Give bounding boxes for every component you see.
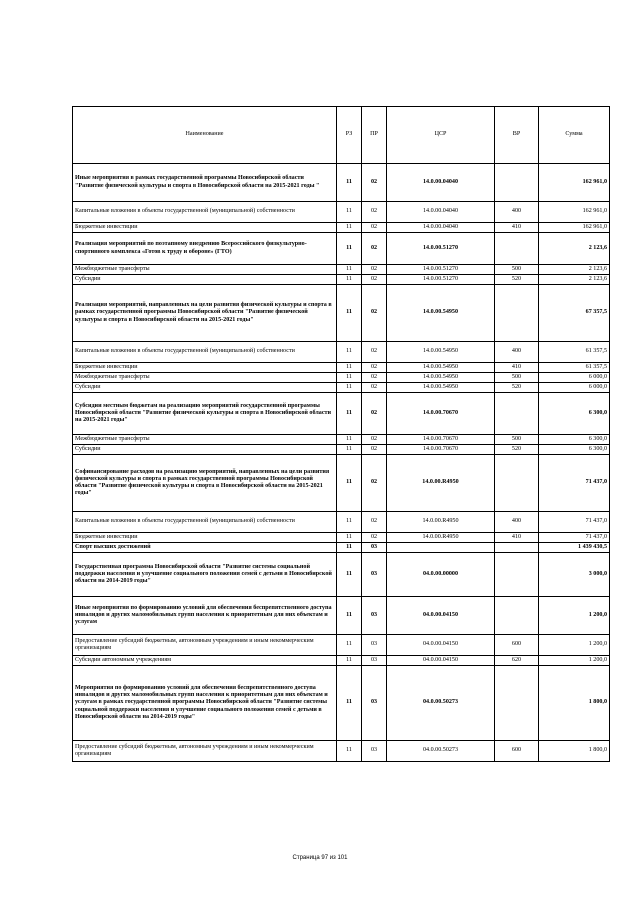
cell-csr: 14.0.00.70670 (387, 445, 495, 455)
cell-name: Предоставление субсидий бюджетным, автономным учреждениям и иным некоммерческим организациям (73, 635, 337, 656)
cell-csr: 14.0.00.04040 (387, 164, 495, 202)
cell-csr: 14.0.00.54950 (387, 285, 495, 342)
cell-vr: 400 (495, 512, 539, 533)
table-row (73, 656, 610, 666)
table-row (73, 455, 610, 512)
header-sum: Сумма (539, 107, 610, 164)
cell-vr: 600 (495, 741, 539, 762)
cell-sum: 6 300,0 (539, 393, 610, 435)
cell-pr: 02 (362, 285, 387, 342)
cell-sum: 1 800,0 (539, 741, 610, 762)
cell-sum: 6 300,0 (539, 435, 610, 445)
cell-name: Предоставление субсидий бюджетным, автономным учреждениям и иным некоммерческим организациям (73, 741, 337, 762)
cell-rz: 11 (337, 223, 362, 233)
table-row (73, 383, 610, 393)
table-row (73, 597, 610, 635)
cell-sum: 71 437,0 (539, 455, 610, 512)
cell-rz: 11 (337, 265, 362, 275)
cell-pr: 02 (362, 533, 387, 543)
cell-pr: 02 (362, 342, 387, 363)
cell-vr: 410 (495, 363, 539, 373)
cell-rz: 11 (337, 285, 362, 342)
cell-csr: 14.0.00.70670 (387, 393, 495, 435)
cell-sum: 61 357,5 (539, 342, 610, 363)
cell-vr: 410 (495, 533, 539, 543)
table-body (73, 164, 610, 762)
cell-sum: 1 200,0 (539, 635, 610, 656)
table-row (73, 666, 610, 741)
cell-sum: 2 123,6 (539, 265, 610, 275)
table-row (73, 635, 610, 656)
cell-vr: 500 (495, 373, 539, 383)
cell-rz: 11 (337, 373, 362, 383)
cell-name: Реализация мероприятий по поэтапному внедрению Всероссийского физкультурно-спортивного комплекса «Готов к труду и обороне» (ГТО) (73, 233, 337, 265)
cell-rz: 11 (337, 233, 362, 265)
cell-pr: 03 (362, 656, 387, 666)
cell-csr: 04.0.00.00000 (387, 553, 495, 597)
cell-csr: 04.0.00.50273 (387, 741, 495, 762)
cell-vr (495, 543, 539, 553)
cell-rz: 11 (337, 455, 362, 512)
cell-csr: 14.0.00.51270 (387, 275, 495, 285)
cell-rz: 11 (337, 383, 362, 393)
cell-name: Капитальные вложения в объекты государственной (муниципальной) собственности (73, 202, 337, 223)
cell-sum: 67 357,5 (539, 285, 610, 342)
table-row (73, 202, 610, 223)
cell-sum: 6 300,0 (539, 445, 610, 455)
cell-csr (387, 543, 495, 553)
cell-sum: 162 961,0 (539, 164, 610, 202)
cell-sum: 3 000,0 (539, 553, 610, 597)
cell-name: Капитальные вложения в объекты государственной (муниципальной) собственности (73, 342, 337, 363)
cell-name: Субсидии местным бюджетам на реализацию мероприятий государственной программы Новосибирской области "Развитие физической культуры и спорта в Новосибирской области на 2015-2021 годы" (73, 393, 337, 435)
cell-csr: 14.0.00.54950 (387, 342, 495, 363)
cell-name: Бюджетные инвестиции (73, 223, 337, 233)
cell-sum: 6 000,0 (539, 383, 610, 393)
cell-csr: 14.0.00.04040 (387, 202, 495, 223)
cell-vr: 600 (495, 635, 539, 656)
cell-csr: 14.0.00.51270 (387, 233, 495, 265)
cell-name: Капитальные вложения в объекты государственной (муниципальной) собственности (73, 512, 337, 533)
document-page (72, 106, 607, 762)
cell-sum: 1 200,0 (539, 597, 610, 635)
cell-rz: 11 (337, 512, 362, 533)
cell-pr: 02 (362, 202, 387, 223)
table-row (73, 435, 610, 445)
cell-csr: 14.0.00.54950 (387, 373, 495, 383)
header-rz: РЗ (337, 107, 362, 164)
cell-pr: 03 (362, 635, 387, 656)
cell-rz: 11 (337, 741, 362, 762)
cell-sum: 162 961,0 (539, 202, 610, 223)
cell-vr: 620 (495, 656, 539, 666)
cell-sum: 1 200,0 (539, 656, 610, 666)
cell-rz: 11 (337, 275, 362, 285)
cell-vr: 500 (495, 435, 539, 445)
table-row (73, 543, 610, 553)
cell-pr: 03 (362, 553, 387, 597)
cell-csr: 14.0.00.54950 (387, 363, 495, 373)
cell-rz: 11 (337, 666, 362, 741)
cell-csr: 14.0.00.R4950 (387, 512, 495, 533)
cell-rz: 11 (337, 543, 362, 553)
cell-pr: 02 (362, 265, 387, 275)
cell-rz: 11 (337, 164, 362, 202)
cell-sum: 6 000,0 (539, 373, 610, 383)
cell-vr: 400 (495, 202, 539, 223)
cell-rz: 11 (337, 342, 362, 363)
table-row (73, 275, 610, 285)
cell-vr (495, 597, 539, 635)
cell-sum: 1 800,0 (539, 666, 610, 741)
cell-sum: 1 439 430,5 (539, 543, 610, 553)
cell-rz: 11 (337, 533, 362, 543)
cell-csr: 04.0.00.50273 (387, 666, 495, 741)
table-header-row (73, 107, 610, 164)
table-row (73, 512, 610, 533)
cell-rz: 11 (337, 202, 362, 223)
cell-sum: 2 123,6 (539, 275, 610, 285)
cell-vr (495, 666, 539, 741)
cell-sum: 71 437,0 (539, 512, 610, 533)
cell-pr: 02 (362, 383, 387, 393)
budget-table (72, 106, 610, 762)
cell-name: Субсидии автономным учреждениям (73, 656, 337, 666)
table-row (73, 285, 610, 342)
cell-name: Субсидии (73, 275, 337, 285)
cell-csr: 04.0.00.04150 (387, 656, 495, 666)
cell-rz: 11 (337, 393, 362, 435)
table-row (73, 533, 610, 543)
cell-csr: 14.0.00.04040 (387, 223, 495, 233)
page-number: Страница 97 из 101 (292, 855, 348, 861)
cell-rz: 11 (337, 656, 362, 666)
cell-pr: 02 (362, 373, 387, 383)
cell-name: Государственная программа Новосибирской области "Развитие системы социальной поддержки населения и улучшение социального положения семей с детьми в Новосибирской области на 2014-2019 годы" (73, 553, 337, 597)
cell-pr: 03 (362, 543, 387, 553)
cell-pr: 02 (362, 363, 387, 373)
cell-name: Межбюджетные трансферты (73, 435, 337, 445)
cell-pr: 02 (362, 164, 387, 202)
cell-name: Бюджетные инвестиции (73, 363, 337, 373)
cell-pr: 03 (362, 666, 387, 741)
cell-sum: 71 437,0 (539, 533, 610, 543)
cell-pr: 02 (362, 512, 387, 533)
cell-name: Бюджетные инвестиции (73, 533, 337, 543)
cell-name: Иные мероприятия в рамках государственной программы Новосибирской области "Развитие физической культуры и спорта в Новосибирской области на 2015-2021 годы " (73, 164, 337, 202)
cell-csr: 04.0.00.04150 (387, 635, 495, 656)
cell-vr: 520 (495, 383, 539, 393)
cell-vr (495, 553, 539, 597)
cell-vr: 520 (495, 275, 539, 285)
table-row (73, 223, 610, 233)
cell-rz: 11 (337, 363, 362, 373)
table-row (73, 373, 610, 383)
table-row (73, 342, 610, 363)
cell-name: Реализация мероприятий, направленных на цели развития физической культуры и спорта в рамках государственной программы Новосибирской области "Развитие физической культуры и спорта в Новосибирской области на 2015-2021 годы" (73, 285, 337, 342)
cell-sum: 162 961,0 (539, 223, 610, 233)
cell-pr: 03 (362, 741, 387, 762)
table-row (73, 233, 610, 265)
cell-vr: 410 (495, 223, 539, 233)
cell-name: Субсидии (73, 383, 337, 393)
cell-pr: 02 (362, 393, 387, 435)
cell-csr: 14.0.00.70670 (387, 435, 495, 445)
cell-vr (495, 455, 539, 512)
cell-pr: 02 (362, 223, 387, 233)
table-row (73, 265, 610, 275)
cell-rz: 11 (337, 445, 362, 455)
table-row (73, 553, 610, 597)
cell-pr: 02 (362, 445, 387, 455)
cell-vr (495, 393, 539, 435)
cell-csr: 04.0.00.04150 (387, 597, 495, 635)
cell-sum: 61 357,5 (539, 363, 610, 373)
cell-vr (495, 164, 539, 202)
cell-rz: 11 (337, 635, 362, 656)
cell-csr: 14.0.00.R4950 (387, 533, 495, 543)
cell-pr: 02 (362, 435, 387, 445)
cell-rz: 11 (337, 597, 362, 635)
cell-vr: 520 (495, 445, 539, 455)
table-row (73, 363, 610, 373)
cell-vr (495, 233, 539, 265)
table-row (73, 445, 610, 455)
cell-sum: 2 123,6 (539, 233, 610, 265)
cell-name: Софинансирование расходов на реализацию мероприятий, направленных на цели развития физической культуры и спорта в рамках государственной программы Новосибирской области "Развитие физической культуры и спорта в Новосибирской области на 2015-2021 годы" (73, 455, 337, 512)
table-row (73, 164, 610, 202)
cell-name: Мероприятия по формированию условий для обеспечения беспрепятственного доступа инвалидов и других маломобильных групп населения к приоритетным для них объектам и услугам в рамках государственной программы Новосибирской области "Развитие системы социальной поддержки населения и улучшение социального положения семей с детьми в Новосибирской области на 2014-2019 годы" (73, 666, 337, 741)
header-vr: ВР (495, 107, 539, 164)
header-pr: ПР (362, 107, 387, 164)
cell-pr: 02 (362, 275, 387, 285)
cell-rz: 11 (337, 553, 362, 597)
cell-vr: 400 (495, 342, 539, 363)
header-name: Наименование (73, 107, 337, 164)
cell-csr: 14.0.00.R4950 (387, 455, 495, 512)
header-csr: ЦСР (387, 107, 495, 164)
cell-vr (495, 285, 539, 342)
cell-pr: 03 (362, 597, 387, 635)
cell-vr: 500 (495, 265, 539, 275)
cell-name: Спорт высших достижений (73, 543, 337, 553)
cell-csr: 14.0.00.54950 (387, 383, 495, 393)
table-row (73, 393, 610, 435)
cell-name: Иные мероприятия по формированию условий для обеспечения беспрепятственного доступа инвалидов и других маломобильных групп населения к приоритетным для них объектам и услугам (73, 597, 337, 635)
table-row (73, 741, 610, 762)
cell-csr: 14.0.00.51270 (387, 265, 495, 275)
cell-name: Межбюджетные трансферты (73, 265, 337, 275)
cell-rz: 11 (337, 435, 362, 445)
cell-name: Межбюджетные трансферты (73, 373, 337, 383)
cell-pr: 02 (362, 455, 387, 512)
cell-name: Субсидии (73, 445, 337, 455)
cell-pr: 02 (362, 233, 387, 265)
